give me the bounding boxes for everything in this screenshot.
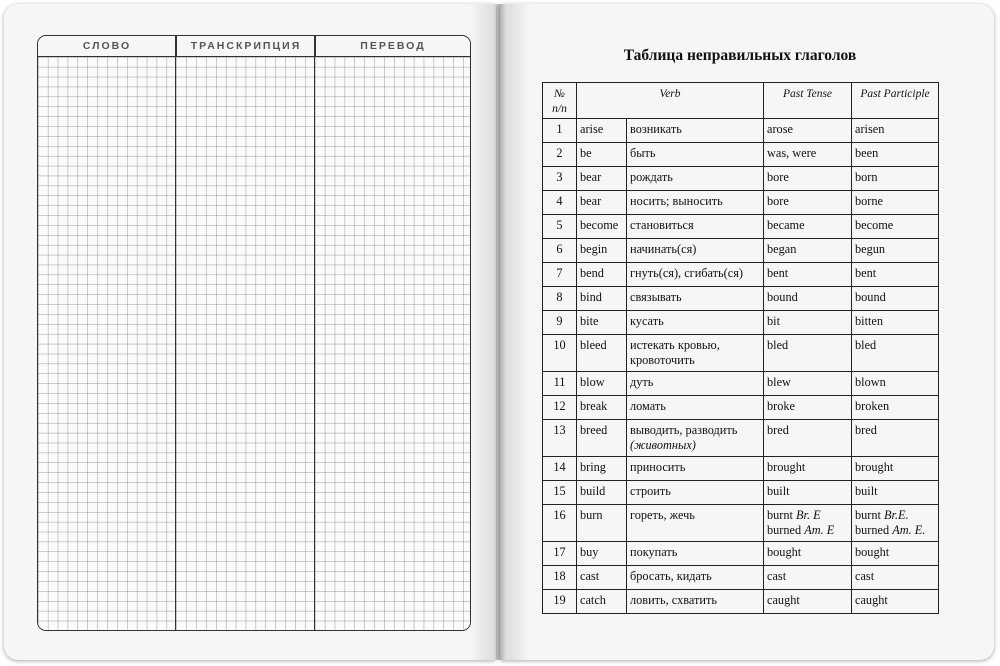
past-participle (852, 239, 939, 263)
verb-translation (627, 335, 764, 372)
verb-translation (627, 311, 764, 335)
column-word: СЛОВО (82, 40, 132, 52)
past-tense-text: arose (767, 122, 793, 136)
past-tense (764, 215, 852, 239)
verb-infinitive: arise (577, 119, 627, 143)
table-row (543, 335, 939, 372)
grid-divider-2 (314, 36, 315, 630)
verb-infinitive: begin (577, 239, 627, 263)
past-tense-text: cast (767, 569, 787, 583)
past-participle-text: caught (855, 593, 888, 607)
row-number: 19 (543, 590, 577, 614)
past-tense-text: bought (767, 545, 802, 559)
verb-translation (627, 239, 764, 263)
translation-text: гнуть(ся), сгибать(ся) (630, 266, 743, 280)
grid-divider-1 (175, 36, 176, 630)
past-tense-alt: burned (767, 523, 802, 537)
past-tense-text: was, were (767, 146, 817, 160)
translation-text-cont: кровоточить (630, 353, 695, 367)
past-participle-text: built (855, 484, 878, 498)
verb-infinitive: bend (577, 263, 627, 287)
past-participle (852, 335, 939, 372)
table-row (543, 566, 939, 590)
row-number: 10 (543, 335, 577, 372)
past-participle (852, 505, 939, 542)
past-tense (764, 119, 852, 143)
row-number: 17 (543, 542, 577, 566)
table-row (543, 287, 939, 311)
verb-translation (627, 481, 764, 505)
past-participle (852, 372, 939, 396)
page-title: Таблица неправильных глаголов (623, 47, 857, 64)
past-tense (764, 191, 852, 215)
past-participle (852, 287, 939, 311)
past-participle-alt: burned (855, 523, 890, 537)
table-body (543, 119, 939, 614)
verb-infinitive: breed (577, 420, 627, 457)
row-number: 16 (543, 505, 577, 542)
past-participle (852, 420, 939, 457)
past-tense-text: broke (767, 399, 795, 413)
column-translation: ПЕРЕВОД (315, 36, 470, 56)
past-tense (764, 372, 852, 396)
translation-text: быть (630, 146, 656, 160)
row-number: 2 (543, 143, 577, 167)
past-tense-text: bore (767, 170, 789, 184)
row-number: 5 (543, 215, 577, 239)
past-participle (852, 542, 939, 566)
verb-infinitive: buy (577, 542, 627, 566)
translation-text: ловить, схватить (630, 593, 717, 607)
verb-infinitive: bleed (577, 335, 627, 372)
verb-translation (627, 263, 764, 287)
past-tense (764, 239, 852, 263)
table-header-row (543, 83, 939, 119)
past-tense (764, 311, 852, 335)
translation-text: связывать (630, 290, 682, 304)
past-tense-text: began (767, 242, 797, 256)
header-past-participle (852, 83, 939, 119)
past-tense (764, 505, 852, 542)
verb-infinitive: bear (577, 167, 627, 191)
verb-infinitive: bite (577, 311, 627, 335)
verb-translation (627, 396, 764, 420)
past-tense (764, 143, 852, 167)
verb-translation (627, 420, 764, 457)
translation-text: носить; выносить (630, 194, 723, 208)
past-participle-text: bought (855, 545, 890, 559)
verb-translation (627, 566, 764, 590)
past-tense (764, 420, 852, 457)
verb-infinitive: break (577, 396, 627, 420)
row-number: 4 (543, 191, 577, 215)
past-tense (764, 542, 852, 566)
row-number: 12 (543, 396, 577, 420)
verb-infinitive: build (577, 481, 627, 505)
verb-translation (627, 505, 764, 542)
header-verb: Verb (577, 83, 764, 119)
past-tense (764, 263, 852, 287)
translation-text: строить (630, 484, 671, 498)
past-participle-text: brought (855, 460, 894, 474)
translation-text: истекать кровью, (630, 338, 720, 352)
verb-translation (627, 119, 764, 143)
past-participle (852, 590, 939, 614)
translation-text: рождать (630, 170, 673, 184)
past-participle-text: been (855, 146, 879, 160)
row-number: 7 (543, 263, 577, 287)
past-tense-text: burnt (767, 508, 793, 522)
header-number-text: № n/n (552, 88, 567, 115)
dialect-note: Am. E. (892, 523, 926, 537)
verb-infinitive: cast (577, 566, 627, 590)
verb-infinitive: bear (577, 191, 627, 215)
translation-text: дуть (630, 375, 654, 389)
table-row (543, 311, 939, 335)
table-row (543, 119, 939, 143)
past-participle-text: cast (855, 569, 875, 583)
row-number: 6 (543, 239, 577, 263)
row-number: 18 (543, 566, 577, 590)
table-row (543, 481, 939, 505)
translation-text: покупать (630, 545, 678, 559)
table-row (543, 542, 939, 566)
translation-text: возникать (630, 122, 682, 136)
translation-text: ломать (630, 399, 666, 413)
past-tense-text: bred (767, 423, 789, 437)
vocabulary-grid-header (38, 36, 470, 57)
verb-infinitive: burn (577, 505, 627, 542)
past-participle (852, 215, 939, 239)
past-participle-text: bled (855, 338, 877, 352)
verb-infinitive: bind (577, 287, 627, 311)
translation-text: выводить, разводить (630, 423, 738, 437)
dialect-note: Br. E (796, 508, 821, 522)
verb-translation (627, 590, 764, 614)
column-transcription: ТРАНСКРИПЦИЯ (176, 36, 315, 56)
past-tense (764, 335, 852, 372)
past-tense-text: bent (767, 266, 789, 280)
irregular-verbs-table (542, 82, 939, 614)
past-tense (764, 481, 852, 505)
verb-infinitive: be (577, 143, 627, 167)
translation-text: начинать(ся) (630, 242, 697, 256)
past-tense-text: bit (767, 314, 780, 328)
table-row (543, 590, 939, 614)
table-row (543, 191, 939, 215)
past-tense-text: became (767, 218, 805, 232)
past-participle (852, 311, 939, 335)
row-number: 3 (543, 167, 577, 191)
verb-translation (627, 457, 764, 481)
past-participle (852, 143, 939, 167)
row-number: 9 (543, 311, 577, 335)
row-number: 1 (543, 119, 577, 143)
table-row (543, 239, 939, 263)
past-participle-text: borne (855, 194, 883, 208)
past-tense-text: blew (767, 375, 791, 389)
header-past-tense-text: Past Tense (782, 88, 833, 100)
translation-text: бросать, кидать (630, 569, 712, 583)
translation-text: кусать (630, 314, 664, 328)
row-number: 14 (543, 457, 577, 481)
vocabulary-grid (37, 35, 471, 631)
verb-infinitive: catch (577, 590, 627, 614)
past-tense (764, 287, 852, 311)
verb-infinitive: bring (577, 457, 627, 481)
past-tense-text: caught (767, 593, 800, 607)
past-participle-text: bent (855, 266, 877, 280)
past-tense-text: brought (767, 460, 806, 474)
translation-text: гореть, жечь (630, 508, 695, 522)
past-tense-text: bore (767, 194, 789, 208)
verb-infinitive: blow (577, 372, 627, 396)
grid-paper (38, 57, 470, 630)
past-tense (764, 566, 852, 590)
past-participle (852, 263, 939, 287)
table-row (543, 167, 939, 191)
table-row (543, 372, 939, 396)
table-row (543, 457, 939, 481)
translation-text-cont: (животных) (630, 438, 696, 452)
verb-translation (627, 542, 764, 566)
past-participle (852, 396, 939, 420)
verb-infinitive: become (577, 215, 627, 239)
table-row (543, 396, 939, 420)
past-participle (852, 566, 939, 590)
past-tense-text: bled (767, 338, 789, 352)
table-row (543, 420, 939, 457)
row-number: 13 (543, 420, 577, 457)
past-participle (852, 481, 939, 505)
verb-translation (627, 191, 764, 215)
header-past-participle-text: Past Participle (860, 88, 930, 100)
verb-translation (627, 287, 764, 311)
past-participle-text: bred (855, 423, 877, 437)
past-tense (764, 590, 852, 614)
table-row (543, 505, 939, 542)
past-participle-text: arisen (855, 122, 885, 136)
past-participle-text: broken (855, 399, 890, 413)
row-number: 8 (543, 287, 577, 311)
past-participle-text: begun (855, 242, 886, 256)
translation-text: становиться (630, 218, 694, 232)
translation-text: приносить (630, 460, 686, 474)
verb-translation (627, 167, 764, 191)
dialect-note: Am. E (804, 523, 835, 537)
past-participle (852, 191, 939, 215)
table-row (543, 143, 939, 167)
past-tense-text: bound (767, 290, 798, 304)
past-tense-text: built (767, 484, 790, 498)
past-participle-text: become (855, 218, 894, 232)
table-row (543, 263, 939, 287)
header-number (543, 83, 577, 119)
header-past-tense (764, 83, 852, 119)
past-participle (852, 167, 939, 191)
past-participle (852, 457, 939, 481)
verb-translation (627, 215, 764, 239)
table-row (543, 215, 939, 239)
dialect-note: Br.E. (884, 508, 909, 522)
past-participle-text: burnt (855, 508, 881, 522)
past-participle-text: blown (855, 375, 886, 389)
verb-translation (627, 372, 764, 396)
past-participle-text: bitten (855, 314, 884, 328)
past-tense (764, 457, 852, 481)
past-participle-text: bound (855, 290, 886, 304)
past-tense (764, 396, 852, 420)
past-participle-text: born (855, 170, 878, 184)
row-number: 11 (543, 372, 577, 396)
past-tense (764, 167, 852, 191)
row-number: 15 (543, 481, 577, 505)
past-participle (852, 119, 939, 143)
verb-translation (627, 143, 764, 167)
